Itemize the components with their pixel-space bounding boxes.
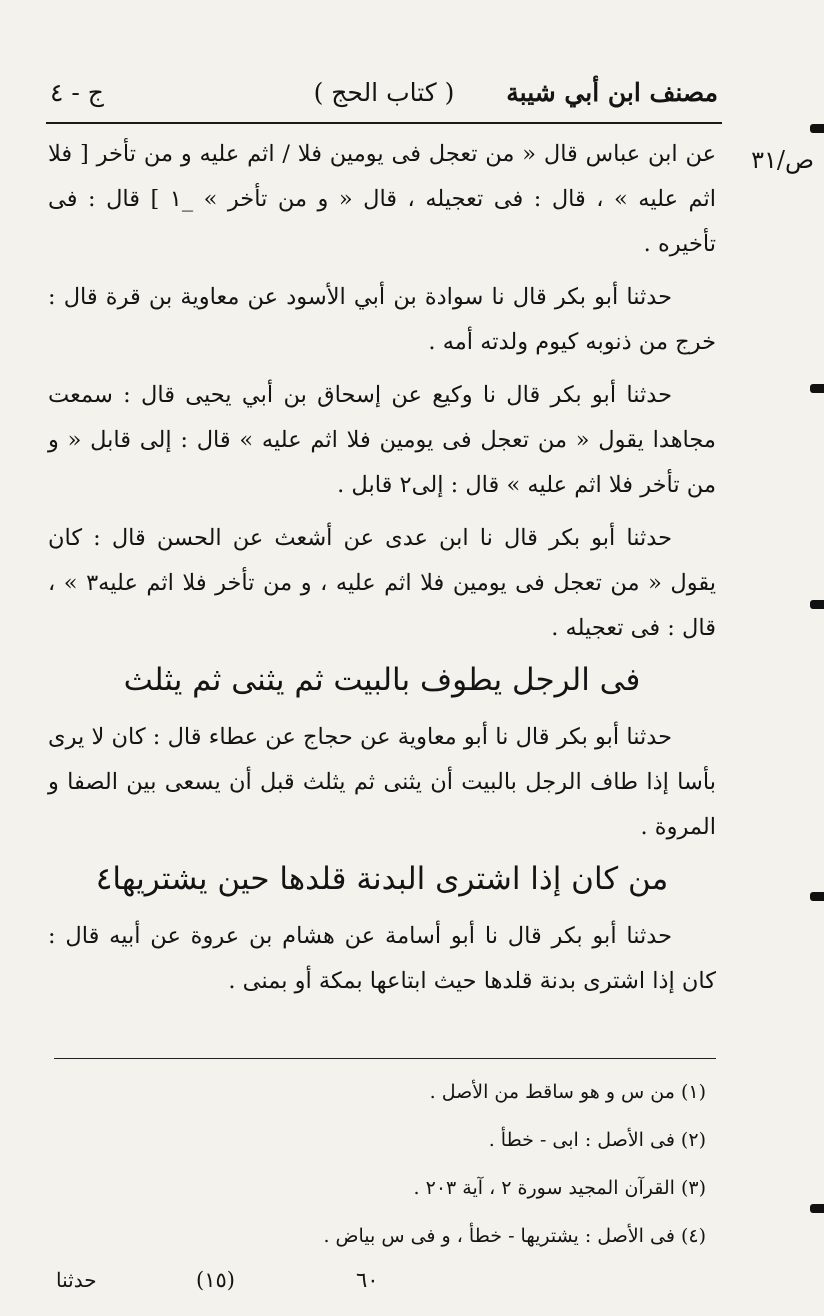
running-head — [50, 78, 718, 118]
catchword: حدثنا — [56, 1268, 97, 1292]
running-head-book: ( كتاب الحج ) — [313, 78, 455, 107]
scan-edge-mark — [810, 124, 824, 133]
scan-edge-mark — [810, 1204, 824, 1213]
section-heading: من كان إذا اشترى البدنة قلدها حين يشتريها٤ — [95, 861, 669, 897]
header-rule — [46, 122, 722, 124]
scan-edge-mark — [810, 892, 824, 901]
margin-reference: ص/٣١ — [751, 146, 814, 174]
paragraph: حدثنا أبو بكر قال نا ابن عدى عن أشعث عن الحسن قال : كان يقول « من تعجل فى يومين فلا اثم عليه ، و من تأخر فلا اثم عليه٣ » ، قال : فى تعجيله . — [48, 525, 716, 641]
footnote-rule — [54, 1058, 716, 1059]
footnote: (٤) فى الأصل : يشتريها - خطأ ، و فى س بياض . — [323, 1225, 706, 1247]
footnotes — [50, 1068, 712, 1260]
page-footer — [56, 1268, 718, 1302]
section-heading: فى الرجل يطوف بالبيت ثم يثنى ثم يثلث — [123, 662, 641, 698]
footnote: (١) من س و هو ساقط من الأصل . — [429, 1081, 706, 1103]
paragraph: حدثنا أبو بكر قال نا سوادة بن أبي الأسود عن معاوية بن قرة قال : خرج من ذنوبه كيوم ولدته أمه . — [48, 284, 716, 355]
signature-mark: (١٥) — [196, 1268, 235, 1292]
paragraph: حدثنا أبو بكر قال نا أبو معاوية عن حجاج عن عطاء قال : كان لا يرى بأسا إذا طاف الرجل بالبيت أن يثنى ثم يثلث قبل أن يسعى بين الصفا و المروة . — [48, 724, 716, 840]
scan-edge-mark — [810, 600, 824, 609]
paragraph: عن ابن عباس قال « من تعجل فى يومين فلا / اثم عليه و من تأخر [ فلا اثم عليه » ، قال : فى تعجيله ، قال « و من تأخر » _١ ] قال : فى تأخيره . — [48, 141, 716, 257]
running-head-volume: ج - ٤ — [50, 78, 104, 107]
paragraph: حدثنا أبو بكر قال نا وكيع عن إسحاق بن أبي يحيى قال : سمعت مجاهدا يقول « من تعجل فى يومين فلا اثم عليه » قال : إلى قابل « و من تأخر فلا اثم عليه » قال : إلى٢ قابل . — [48, 382, 716, 498]
scan-edge-mark — [810, 384, 824, 393]
main-text — [48, 132, 716, 1012]
footnote: (٣) القرآن المجيد سورة ٢ ، آية ٢٠٣ . — [413, 1177, 706, 1199]
running-head-title: مصنف ابن أبي شيبة — [506, 78, 718, 107]
folio-number: ٦٠ — [356, 1268, 379, 1292]
footnote: (٢) فى الأصل : ابى - خطأ . — [488, 1129, 706, 1151]
paragraph: حدثنا أبو بكر قال نا أبو أسامة عن هشام بن عروة عن أبيه قال : كان إذا اشترى بدنة قلدها حيث ابتاعها بمكة أو بمنى . — [48, 923, 716, 994]
